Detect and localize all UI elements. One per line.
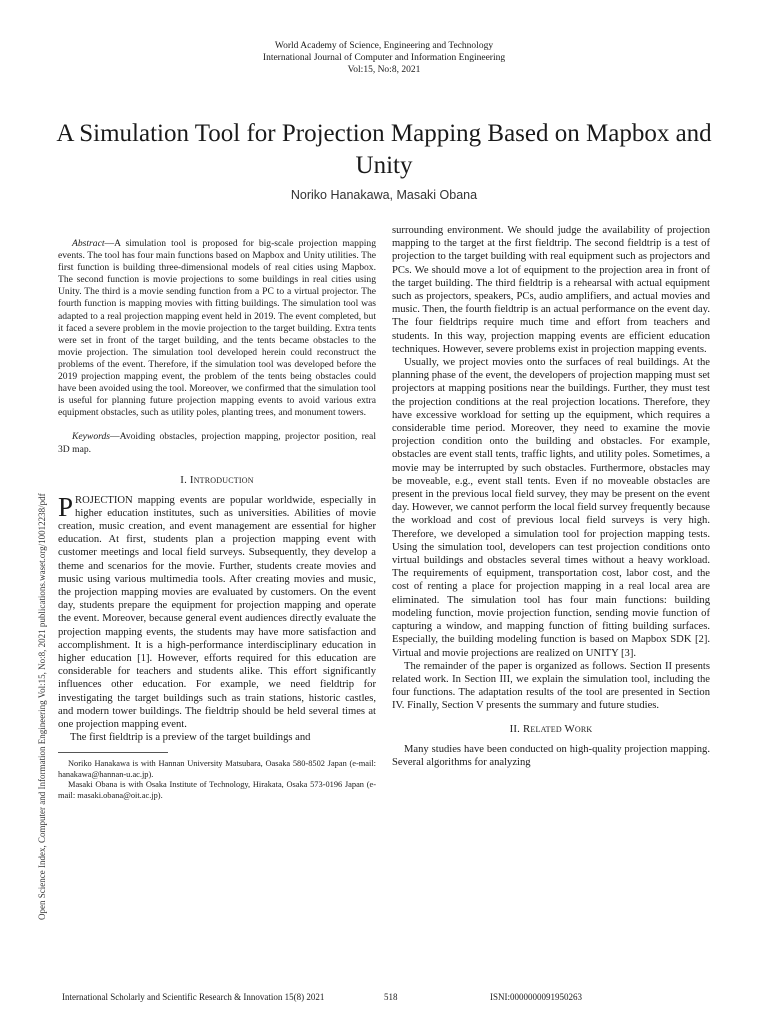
keywords-text: —Avoiding obstacles, projection mapping, projector position, real 3D map.	[58, 431, 376, 455]
footnote-author-1: Noriko Hanakawa is with Hannan University Matsubara, Oasaka 580-8502 Japan (e-mail: hanakawa@hannan-u.ac.jp).	[58, 759, 376, 779]
journal-header	[0, 40, 768, 76]
abstract	[58, 238, 376, 419]
section-heading-introduction	[58, 474, 376, 486]
section-heading-related-work	[392, 723, 710, 735]
drop-cap: P	[58, 491, 74, 522]
side-margin-note: Open Science Index, Computer and Information Engineering Vol:15, No:8, 2021 publications.waset.org/10012238/pdf	[37, 493, 47, 920]
footer-page-number: 518	[384, 992, 398, 1002]
related-work-paragraph-1: Many studies have been conducted on high-quality projection mapping. Several algorithms for analyzing	[392, 743, 710, 768]
paper-authors: Noriko Hanakawa, Masaki Obana	[290, 188, 478, 202]
footnote-author-2: Masaki Obana is with Osaka Institute of Technology, Hirakata, Osaka 573-0196 Japan (e-mail: masaki.obana@oit.ac.jp).	[58, 780, 376, 800]
intro-paragraph-4: The remainder of the paper is organized as follows. Section II presents related work. In Section III, we explain the simulation tool, including the four functions. The adaptation results of the tool are presented in Section IV. Finally, Section V presents the summary and future studies.	[392, 660, 710, 712]
footer-publisher: International Scholarly and Scientific Research & Innovation 15(8) 2021	[62, 992, 325, 1002]
section-number: I.	[180, 473, 187, 486]
intro-paragraph-1	[58, 491, 376, 732]
intro-paragraph-2-start: The first fieldtrip is a preview of the target buildings and	[70, 732, 311, 744]
paper-title: A Simulation Tool for Projection Mapping Based on Mapbox and Unity	[56, 120, 712, 179]
left-column	[58, 238, 376, 801]
intro-paragraph-3: Usually, we project movies onto the surfaces of real buildings. At the planning phase of the event, the developers of projection mapping must set projectors at mapping positions near the buildings. Further, they must test the projection conditions at the real projection locations. Therefore, they have excessive workload for setting up the equipment, which requires a considerable time period. Moreover, they need to examine the movie projection condition onto the building and obstacles. For example, obstacles are event stall tents, traffic lights, and utility poles. Sometimes, a movie may be interrupted by such obstacles. Furthermore, obstacles may be moveable, e.g., event stall tents. Even if no moveable obstacles are present in the previous local field survey, they may be present on the event day. However, we cannot perform the local field survey frequently because the workload and cost of previous local field surveys is very high. Therefore, we developed a simulation tool for projection mapping tests. Using the simulation tool, developers can test projection conditions onto virtual buildings and obstacles several times without a heavy workload. The requirements of equipment, transportation cost, labor cost, and the cost of renting a place for projection mapping in a real local area are eliminated. The simulation tool has four main functions: building modeling function, movie projection function, sending movie function of capturing a window, and mapping function of fitting building surfaces. Especially, the building modeling function is based on Mapbox SDK [2]. Virtual and movie projections are realized on UNITY [3].	[392, 357, 710, 659]
section-number: II.	[509, 722, 521, 735]
intro-paragraph-1-text: ROJECTION mapping events are popular worldwide, especially in higher education institutes, such as universities. Abilities of movie creation, music creation, and event management are essential for higher education. At first, students plan a projection mapping event with customer meetings and local field surveys. Subsequently, they develop a theme and scenarios for the movie. Further, students create movies and music using various multimedia tools. After creating movies and music, the projection mapping movies are evaluated by customers. On the event day, students prepare the equipment for projection mapping and operate the event. Moreover, because general event audiences directly evaluate the projection mapping events, the students may have more satisfaction and accomplishment. It is a high-performance interdisciplinary education in higher education [1]. However, efforts required for this education are considerable for teachers and students alike. This effort significantly influences other education. For example, we need fieldtrip for investigating the target buildings such as train stations, historic castles, and modern tower buildings. The fieldtrip should be held several times at one projection mapping event.	[58, 494, 376, 731]
abstract-text: —A simulation tool is proposed for big-scale projection mapping events. The tool has four main functions based on Mapbox and Unity utilities. The first function is building three-dimensional models of real cities using Mapbox. The second function is movie projections to some buildings in real cities using Unity. The third is a movie sending function from a PC to a virtual projector. The fourth function is mapping movies with fitting buildings. The simulation tool was adapted to a real projection mapping event held in 2019. The event completed, but it faced a severe problem in the movie projection to the target building. Extra tents were set in front of the target building, and the tents became obstacles to the movie projection. The simulation tool developed herein could reconstruct the problems of the event. Therefore, if the simulation tool was developed before the 2019 projection mapping event, the problem of the tents being obstacles could have been avoided using the tool. Moreover, we confirmed that the simulation tool is useful for planning future projection mapping events to avoid various extra equipment obstacles, such as utility poles, planting trees, and monument towers.	[58, 238, 376, 419]
footer-isni: ISNI:0000000091950263	[490, 992, 582, 1002]
publisher-name: World Academy of Science, Engineering and Technology	[274, 41, 494, 51]
abstract-label: Abstract	[72, 238, 105, 249]
keywords-label: Keywords	[72, 431, 111, 443]
section-title: Related Work	[523, 722, 593, 735]
keywords	[58, 431, 376, 455]
right-column	[392, 224, 710, 769]
volume-info: Vol:15, No:8, 2021	[347, 65, 421, 75]
section-title: Introduction	[189, 473, 254, 486]
journal-name: International Journal of Computer and Information Engineering	[262, 53, 506, 63]
footnote-divider	[58, 752, 168, 753]
intro-paragraph-2-continued: surrounding environment. We should judge the availability of projection mapping to the target at the first fieldtrip. The second fieldtrip is a test of projection to the target building with real equipment such as projectors and PCs. We should move a lot of equipment to the projection area in front of the target building. The third fieldtrip is a rehearsal with actual equipment such as projectors, speakers, PCs, audio amplifiers, and actual movies and music. Then, the fourth fieldtrip is an actual performance on the event day. The four fieldtrips require much time and effort from teachers and students. In this way, projection mapping events are efficient education techniques. However, severe problems exist in projection mapping events.	[392, 225, 710, 355]
